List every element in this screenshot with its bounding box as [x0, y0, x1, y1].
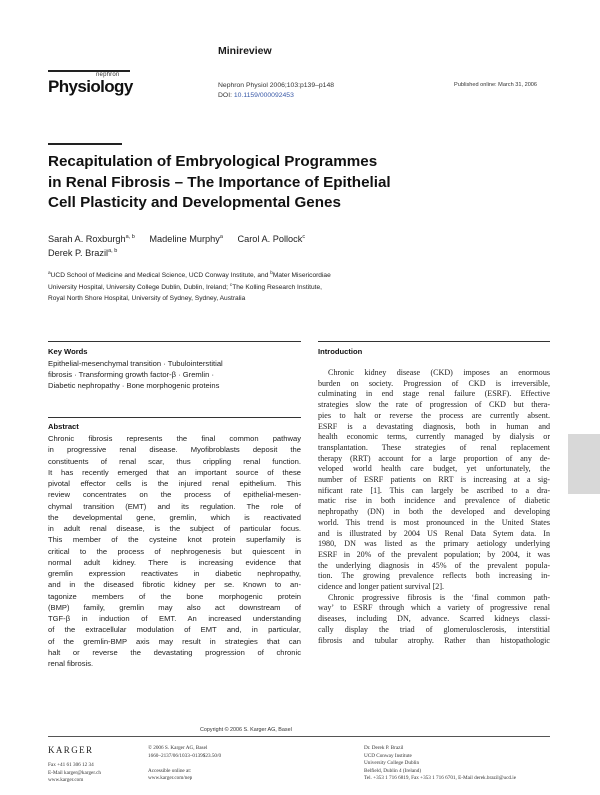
page-edge-tab	[568, 434, 600, 494]
doi-label: DOI:	[218, 92, 234, 99]
affiliation-line: $^a$UCD School of Medicine and Medical Science, UCD Conway Institute, and $^b$Mater Misericordiae	[48, 270, 331, 279]
author-list	[48, 232, 317, 260]
intro-line: cally display the triad of glomerulosclerosis, interstitial	[318, 624, 550, 634]
introduction-heading: Introduction	[318, 347, 363, 356]
abstract-line: Chronic fibrosis represents the final common pathway	[48, 434, 301, 443]
intro-line: Chronic progressive fibrosis is the ‘final common path-	[328, 592, 550, 602]
publisher-contact	[48, 762, 101, 785]
intro-line: health economic terms, currently managed by dialysis or	[318, 432, 550, 442]
abstract-line: review concentrates on the process of epithelial-mesen-	[48, 490, 301, 500]
abstract-heading: Abstract	[48, 422, 79, 431]
footer-line	[148, 760, 221, 768]
title-line: Cell Plasticity and Developmental Genes	[48, 194, 341, 211]
introduction-rule	[318, 341, 550, 342]
introduction-body	[318, 368, 550, 646]
abstract-line: renal fibrosis.	[48, 659, 94, 668]
abstract-line: in adult renal disease, is the subject of particular focus.	[48, 524, 301, 533]
intro-line: Chronic kidney disease (CKD) imposes an enormous	[328, 368, 550, 377]
author: Derek P. Brazil$^{a, b}$	[48, 247, 118, 258]
abstract-line: halt or reverse the devastating progression of chronic	[48, 647, 301, 657]
footer-line[interactable]: www.karger.com/nep	[148, 775, 193, 782]
abstract-line: gremlin expression reactivates in diabetic nephropathy,	[48, 569, 301, 578]
intro-line: way’ to ESRF through which a variety of progressive renal	[318, 603, 550, 613]
footer-line: Fax +41 61 306 12 34	[48, 762, 94, 768]
abstract-rule	[48, 417, 301, 418]
intro-line: burden on society. Progression of CKD is irreversible,	[318, 378, 550, 388]
footer-line: UCD Conway Institute	[364, 752, 412, 759]
abstract-line: tagonize members of the bone morphogenic protein	[48, 591, 301, 601]
abstract-line: pivotal effector cells is the injured renal epithelium. This	[48, 479, 301, 488]
keywords-line: fibrosis · Transforming growth factor-β · Gremlin ·	[48, 370, 214, 379]
intro-line: nificant rate [1]. This can largely be ascribed to a dra-	[318, 485, 550, 495]
intro-line: culminating in end stage renal failure (ESRF). Effective	[318, 389, 550, 399]
intro-line: strategies slow the rate of progression of CKD but thera-	[318, 400, 550, 410]
author: Carol A. Pollock$^c$	[237, 233, 306, 244]
footer-line: Dr. Derek P. Brazil	[364, 745, 404, 751]
affiliation-line: University Hospital, University College Dublin, Dublin, Ireland; $^c$The Kolling Research Institute,	[48, 282, 322, 291]
intro-line: the underlying diagnosis in 45% of the prevalent popula-	[318, 560, 550, 570]
intro-line: nephropathy (DN) in both the developed and developing	[318, 507, 550, 517]
abstract-line: normal adult kidney. There is increasing evidence that	[48, 557, 301, 567]
intro-line: ESRF is a devastating diagnosis, both in human and	[318, 421, 550, 431]
intro-line: matic rise in both incidence and prevalence of diabetic	[318, 496, 550, 506]
intro-line: cidence and longer patient survival [2].	[318, 582, 445, 592]
intro-line: pies to halt or reverse the process are currently absent.	[318, 410, 550, 420]
journal-logo: Physiology	[48, 77, 133, 96]
published-date: Published online: March 31, 2006	[454, 82, 538, 88]
abstract-line: (BMP) family, gremlin may also act downstream of	[48, 602, 301, 612]
correspondence	[364, 745, 516, 783]
doi-line	[218, 92, 294, 99]
abstract-line: It has recently emerged that an important source of these	[48, 467, 301, 477]
affiliation-line: Royal North Shore Hospital, University of Sydney, Sydney, Australia	[48, 295, 246, 303]
keywords-line: Diabetic nephropathy · Bone morphogenic proteins	[48, 381, 220, 390]
intro-line: ESRF in 20% of the prevalent population; by 2004, it was	[318, 549, 550, 559]
intro-line: diseases, including DN, advance. Scarred kidneys classi-	[318, 614, 550, 624]
journal-logo-small: nephron	[96, 72, 120, 78]
intro-line: number of ESRF patients on RRT is increasing at a sig-	[318, 475, 550, 485]
article-title	[48, 152, 568, 214]
intro-line: therapy (RRT) account for a large proportion of any de-	[318, 453, 550, 463]
publisher-logo: KARGER	[48, 745, 94, 755]
title-line: Recapitulation of Embryological Programmes	[48, 153, 378, 170]
intro-line: veloped world health care budget, yet unfortunately, the	[318, 464, 550, 474]
author: Sarah A. Roxburgh$^{a, b}$	[48, 233, 135, 244]
footer-line: Accessible online at:	[148, 767, 192, 774]
intro-line: 1980, DN was listed as the primary aetiology underlying	[318, 539, 550, 549]
title-rule	[48, 143, 122, 145]
footer-line: University College Dublin	[364, 760, 420, 767]
abstract-line: in progressive renal disease. Myofibroblasts deposit the	[48, 445, 301, 455]
abstract-line: and in the diseased fibrotic kidney per se. Known to an-	[48, 580, 301, 590]
intro-line: fibrosis and tubular atrophy. Rather than histopathologic	[318, 635, 550, 645]
abstract-line: constituents of renal scar, thus crippling renal function.	[48, 456, 301, 466]
keywords-heading: Key Words	[48, 347, 88, 356]
author: Madeline Murphy$^a$	[149, 233, 223, 244]
abstract-line: This member of the cysteine knot protein superfamily is	[48, 535, 301, 545]
abstract-body	[48, 433, 301, 669]
title-line: in Renal Fibrosis – The Importance of Epithelial	[48, 173, 391, 191]
abstract-line: of the gremlin-BMP axis may result in strategies that can	[48, 636, 301, 646]
footer-line: Tel. +353 1 716 6819, Fax +353 1 716 6701, E-Mail derek.brazil@ucd.ie	[364, 775, 517, 782]
keywords-rule	[48, 341, 301, 342]
intro-line: transplantation. These strategies of renal replacement	[318, 442, 550, 452]
abstract-line: chymal transition (EMT) and its regulation. The role of	[48, 501, 301, 511]
abstract-copyright: Copyright © 2006 S. Karger AG, Basel	[200, 727, 292, 733]
footer-line: Belfield, Dublin 4 (Ireland)	[364, 767, 422, 774]
section-label: Minireview	[218, 45, 272, 57]
journal-citation: Nephron Physiol 2006;103:p139–p148	[218, 82, 335, 89]
footer-line[interactable]: www.karger.com	[48, 777, 84, 784]
intro-line: and is illustrated by 2004 US Renal Data Sytem data. In	[318, 528, 550, 538]
footer-line: © 2006 S. Karger AG, Basel	[148, 745, 208, 751]
abstract-line: of the extracellular modulation of EMT and, in particular,	[48, 625, 301, 635]
footer-line[interactable]: E-Mail karger@karger.ch	[48, 769, 101, 776]
abstract-line: TGF-β in induction of EMT. An increased understanding	[48, 614, 301, 623]
footer-line: 1660–2137/06/1033–0139$23.50/0	[148, 752, 222, 759]
keywords-line: Epithelial-mesenchymal transition · Tubulointerstitial	[48, 359, 223, 368]
intro-line: tion. The growing prevalence reflects both increasing in-	[318, 571, 550, 581]
abstract-line: the developmental gene, gremlin, which is reactivated	[48, 512, 301, 522]
publication-info	[148, 745, 221, 783]
keywords-list	[48, 358, 301, 391]
doi-link[interactable]: 10.1159/000092453	[233, 92, 294, 99]
affiliations	[48, 270, 408, 305]
abstract-line: critical to the process of nephrogenesis but quiescent in	[48, 546, 301, 556]
footer-rule	[48, 736, 550, 737]
intro-line: world. This trend is most pronounced in the United States	[318, 517, 550, 527]
